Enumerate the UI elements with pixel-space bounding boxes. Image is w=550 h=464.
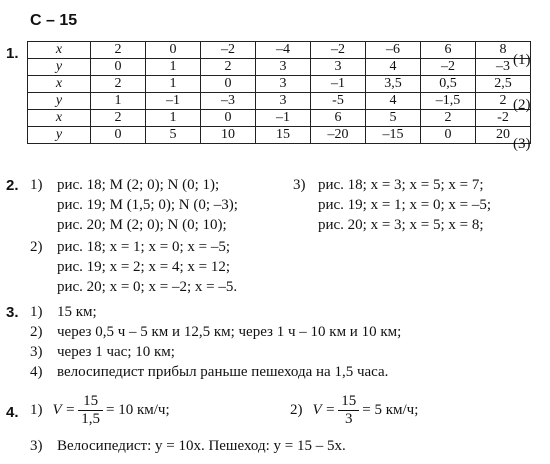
table-cell: 0 <box>421 127 476 144</box>
formula-1-denominator: 1,5 <box>81 411 101 427</box>
table-cell: 6 <box>421 42 476 59</box>
table-cell: –15 <box>366 127 421 144</box>
formula-2-fraction <box>338 393 359 428</box>
table-cell: 5 <box>146 127 201 144</box>
table-cell: 1 <box>146 76 201 93</box>
values-table <box>27 41 531 144</box>
table-row-header: y <box>28 127 91 144</box>
table-cell: 1 <box>146 59 201 76</box>
table-cell: –1,5 <box>421 93 476 110</box>
table-cell: 6 <box>311 110 366 127</box>
table-cell: 10 <box>201 127 256 144</box>
task-1-number: 1. <box>6 45 19 62</box>
task-3-item-3-text: через 1 час; 10 км; <box>57 344 175 360</box>
table-row <box>28 93 531 110</box>
task-3-item-3-number: 3) <box>30 344 43 360</box>
task-3-item-4-number: 4) <box>30 364 43 380</box>
table-cell: –2 <box>311 42 366 59</box>
table-cell: 15 <box>256 127 311 144</box>
table-row <box>28 127 531 144</box>
table-cell: –2 <box>201 42 256 59</box>
table-cell: 1 <box>146 110 201 127</box>
table-cell: 5 <box>366 110 421 127</box>
table-cell: –6 <box>366 42 421 59</box>
table-cell: 3 <box>256 59 311 76</box>
task-2-part-1-line-1: рис. 18; M (2; 0); N (0; 1); <box>57 177 220 193</box>
table-cell: 3 <box>256 93 311 110</box>
task-2-part-2-line-2: рис. 19; x = 2; x = 4; x = 12; <box>57 259 230 275</box>
formula-2-denominator: 3 <box>345 411 353 427</box>
table-cell: 20 <box>476 127 531 144</box>
table-cell: –4 <box>256 42 311 59</box>
table-cell: –1 <box>146 93 201 110</box>
table-cell: 0 <box>201 110 256 127</box>
task-2-part-1-line-3: рис. 20; M (2; 0); N (0; 10); <box>57 217 227 233</box>
task-2-part-2-line-1: рис. 18; x = 1; x = 0; x = –5; <box>57 239 230 255</box>
table-cell: –20 <box>311 127 366 144</box>
formula-2-result: = 5 км/ч; <box>362 402 419 418</box>
task-4-item-3-number: 3) <box>30 438 43 454</box>
page-title: С – 15 <box>30 12 78 29</box>
task-2-part-1-number: 1) <box>30 177 43 193</box>
task-4-number: 4. <box>6 404 19 421</box>
task-2-part-3-number: 3) <box>293 177 306 193</box>
table-cell: -2 <box>476 110 531 127</box>
table-row-header: x <box>28 110 91 127</box>
formula-1-number: 1) <box>30 402 43 418</box>
formula-1-result: = 10 км/ч; <box>106 402 170 418</box>
task-2-part-3-line-2: рис. 19; x = 1; x = 0; x = –5; <box>318 197 491 213</box>
task-3-item-1-text: 15 км; <box>57 304 97 320</box>
table-cell: 0 <box>146 42 201 59</box>
table-row-header: y <box>28 93 91 110</box>
table-row <box>28 59 531 76</box>
formula-1-fraction <box>78 393 103 428</box>
table-cell: –3 <box>201 93 256 110</box>
task-3-item-4-text: велосипедист прибыл раньше пешехода на 1,5 часа. <box>57 364 389 380</box>
table-cell: 3,5 <box>366 76 421 93</box>
marker-2: (2) <box>513 97 531 113</box>
formula-2-number: 2) <box>290 402 303 418</box>
task-2-part-2-number: 2) <box>30 239 43 255</box>
table-cell: 0 <box>91 127 146 144</box>
table-cell: -5 <box>311 93 366 110</box>
table-cell: 0 <box>201 76 256 93</box>
table-row-header: x <box>28 42 91 59</box>
table-cell: –3 <box>476 59 531 76</box>
task-2-part-3-line-1: рис. 18; x = 3; x = 5; x = 7; <box>318 177 484 193</box>
task-4-item-3-text: Велосипедист: y = 10x. Пешеход: y = 15 – 5x. <box>57 438 346 454</box>
table-row <box>28 76 531 93</box>
table-cell: 3 <box>311 59 366 76</box>
table-cell: 0 <box>91 59 146 76</box>
table-cell: 2 <box>421 110 476 127</box>
table-row-header: x <box>28 76 91 93</box>
table-cell: 8 <box>476 42 531 59</box>
task-2-part-1-line-2: рис. 19; M (1,5; 0); N (0; –3); <box>57 197 238 213</box>
task-3-item-1-number: 1) <box>30 304 43 320</box>
table-cell: 1 <box>91 93 146 110</box>
table-row-header: y <box>28 59 91 76</box>
table-cell: 0,5 <box>421 76 476 93</box>
table-cell: –2 <box>421 59 476 76</box>
task-2-number: 2. <box>6 177 19 194</box>
formula-2 <box>290 393 418 428</box>
table-cell: –1 <box>256 110 311 127</box>
table-row <box>28 110 531 127</box>
table-cell: 2,5 <box>476 76 531 93</box>
task-2-part-2-line-3: рис. 20; x = 0; x = –2; x = –5. <box>57 279 238 295</box>
table-row <box>28 42 531 59</box>
table-cell: 2 <box>91 42 146 59</box>
table-cell: –1 <box>311 76 366 93</box>
table-cell: 2 <box>476 93 531 110</box>
marker-3: (3) <box>513 136 531 152</box>
marker-1: (1) <box>513 52 531 68</box>
task-3-item-2-number: 2) <box>30 324 43 340</box>
table-cell: 3 <box>256 76 311 93</box>
formula-1-numerator: 15 <box>78 393 103 411</box>
task-2-part-3-line-3: рис. 20; x = 3; x = 5; x = 8; <box>318 217 484 233</box>
formula-2-variable: V = <box>312 402 336 418</box>
task-3-item-2-text: через 0,5 ч – 5 км и 12,5 км; через 1 ч – 10 км и 10 км; <box>57 324 402 340</box>
formula-2-numerator: 15 <box>338 393 359 411</box>
table-cell: 4 <box>366 59 421 76</box>
formula-1 <box>30 393 170 428</box>
table-cell: 4 <box>366 93 421 110</box>
table-cell: 2 <box>201 59 256 76</box>
task-3-number: 3. <box>6 304 19 321</box>
table-cell: 2 <box>91 110 146 127</box>
table-cell: 2 <box>91 76 146 93</box>
formula-1-variable: V = <box>52 402 76 418</box>
